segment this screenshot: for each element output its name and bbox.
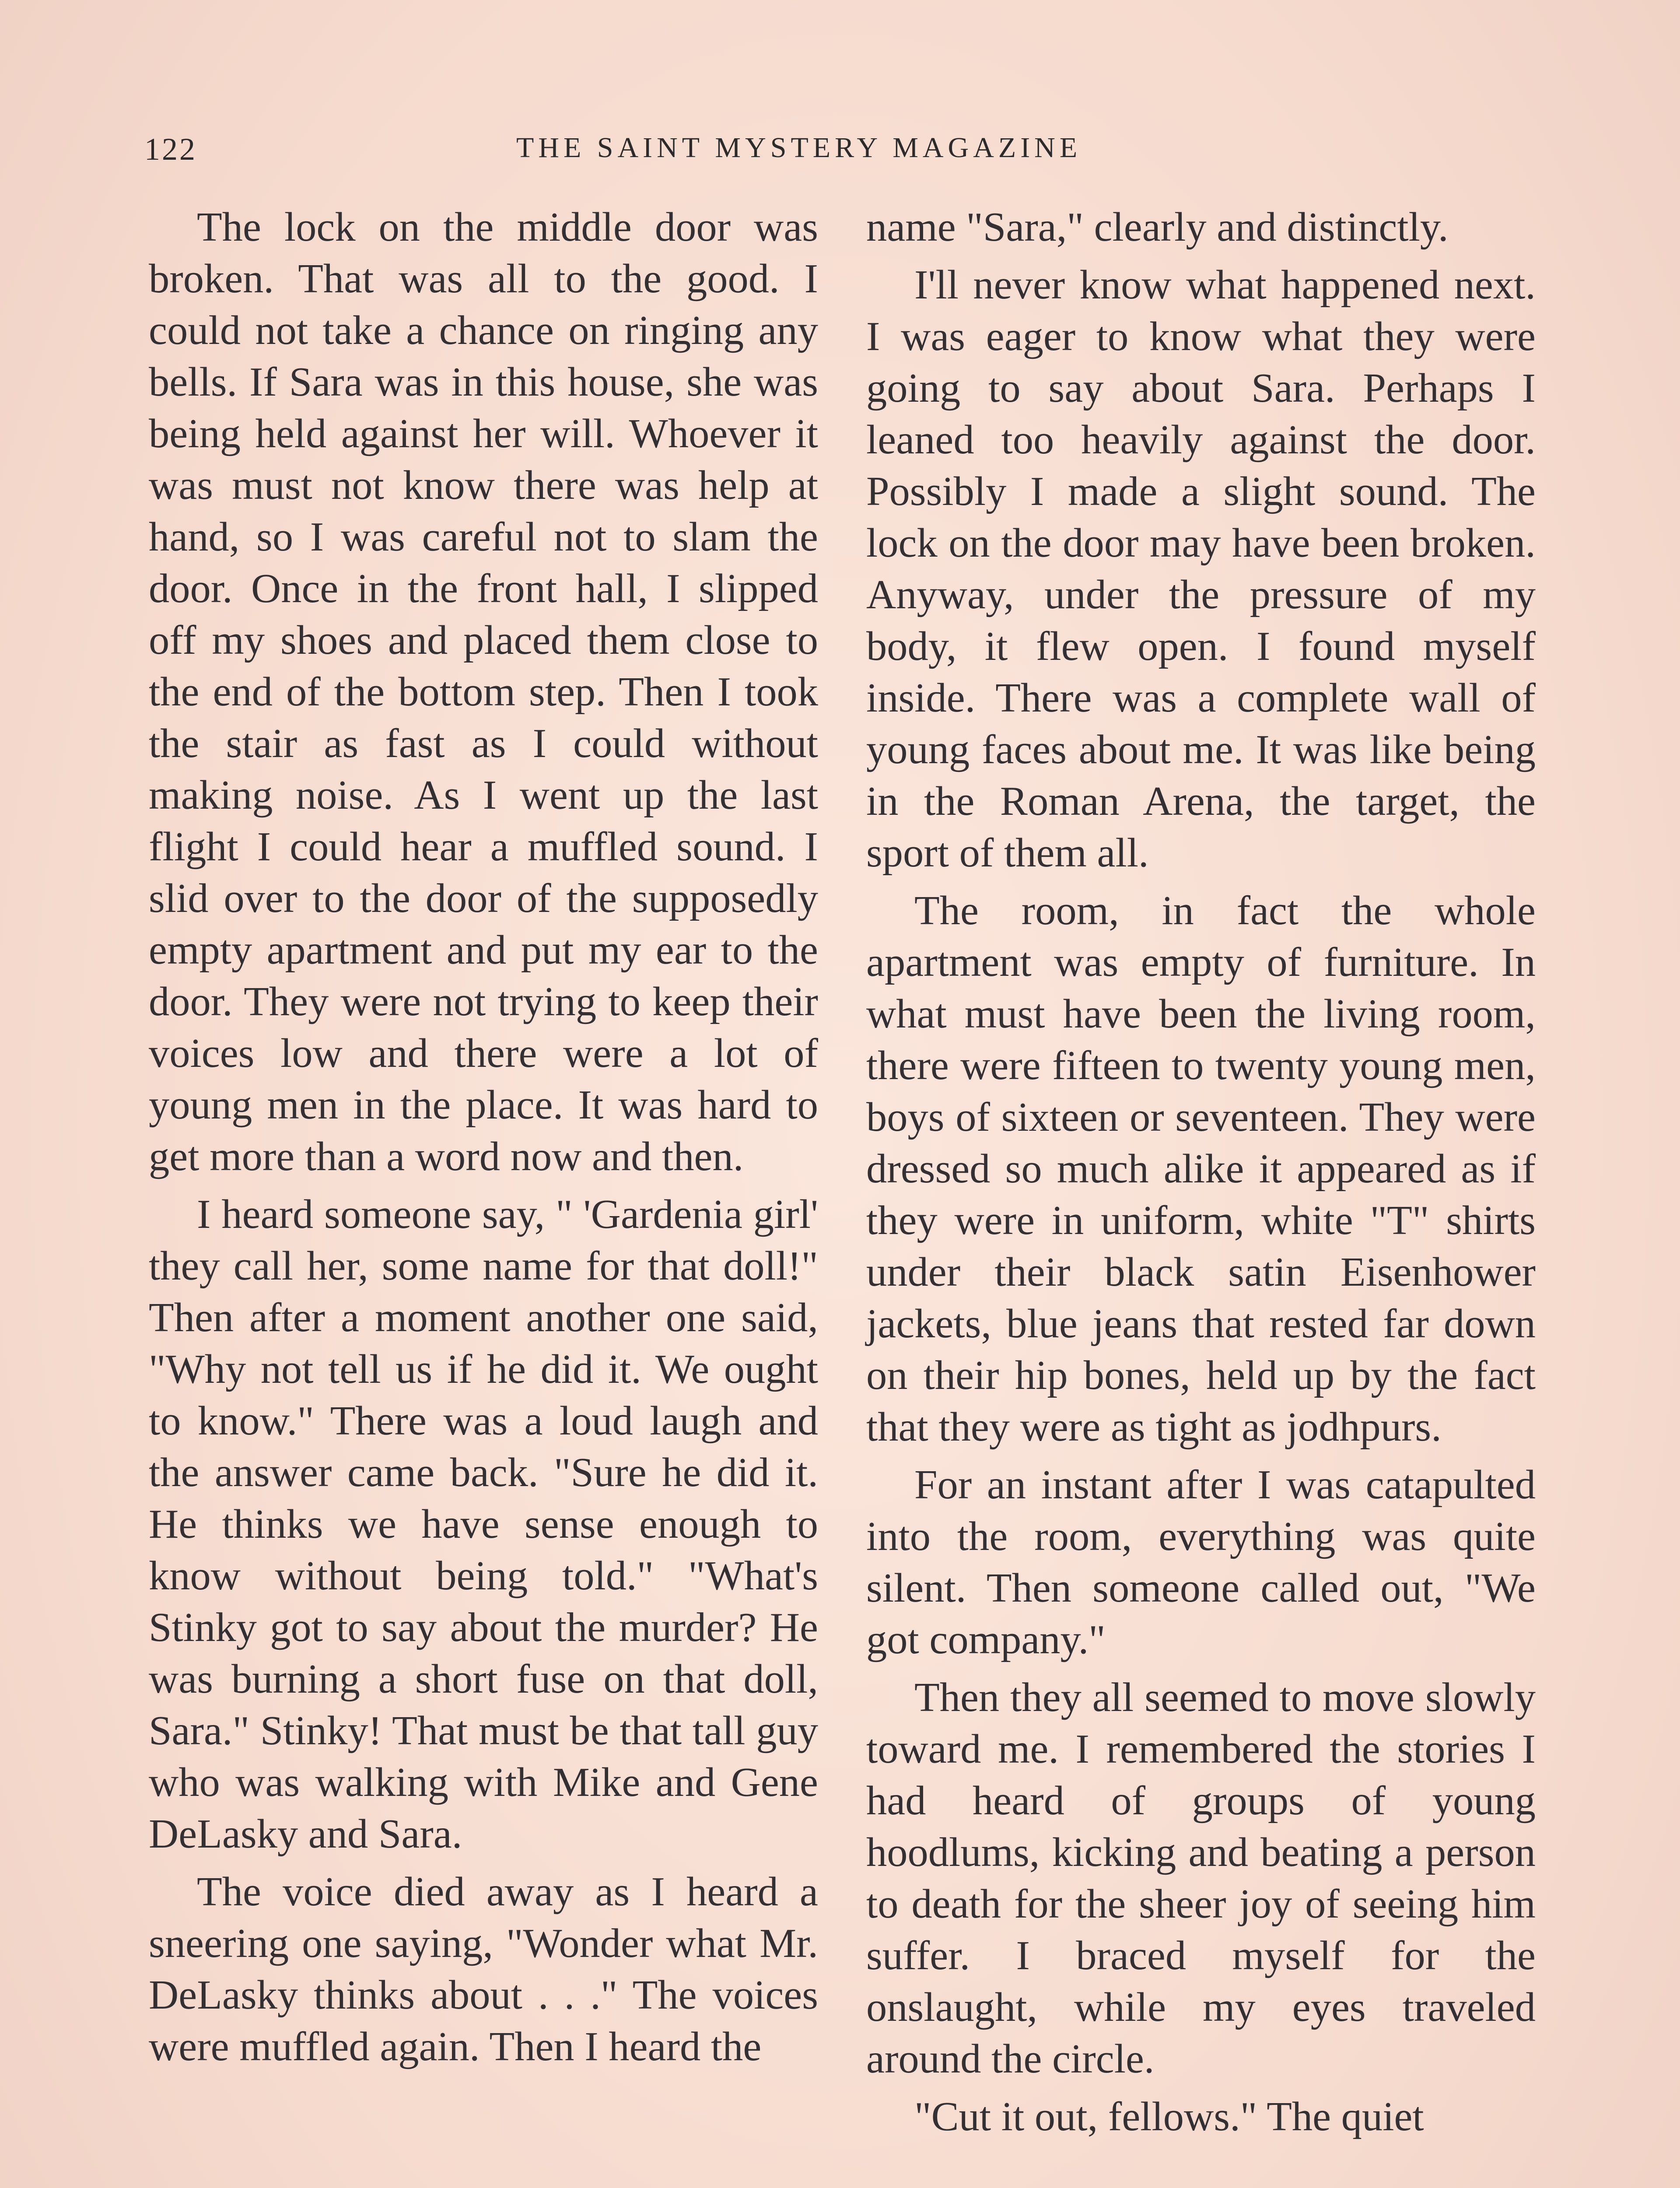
paragraph: The voice died away as I heard a sneering one saying, "Wonder what Mr. DeLasky thinks about . . ." The voices were muffled again. Then I heard the — [149, 1869, 818, 2069]
paragraph-continuation: name "Sara," clearly and distinctly. — [866, 204, 1449, 250]
paragraph: Then they all seemed to move slowly toward me. I remembered the stories I had heard of groups of young hoodlums, kicking and beating a person to death for the sheer joy of seeing him suffer. I braced myself for the onslaught, while my eyes traveled around the circle. — [866, 1675, 1536, 2082]
page-number: 122 — [144, 132, 197, 167]
paragraph: The lock on the middle door was broken. That was all to the good. I could not take a chance on ringing any bells. If Sara was in this house, she was being held against her will. Whoever it was must not know there was help at hand, so I was careful not to slam the door. Once in the front hall, I slipped off my shoes and placed them close to the end of the bottom step. Then I took the stair as fast as I could without making noise. As I went up the last flight I could hear a muffled sound. I slid over to the door of the supposedly empty apartment and put my ear to the door. They were not trying to keep their voices low and there were a lot of young men in the place. It was hard to get more than a word now and then. — [149, 204, 818, 1179]
paragraph: I'll never know what happened next. I was eager to know what they were going to say about Sara. Perhaps I leaned too heavily against the door. Possibly I made a slight sound. The lock on the door may have been broken. Anyway, under the pressure of my body, it flew open. I found myself inside. There was a complete wall of young faces about me. It was like being in the Roman Arena, the target, the sport of them all. — [866, 262, 1536, 876]
magazine-title: THE SAINT MYSTERY MAGAZINE — [516, 132, 1082, 164]
right-column — [866, 201, 1536, 2149]
running-head — [144, 127, 1544, 175]
paragraph: "Cut it out, fellows." The quiet — [914, 2094, 1424, 2139]
paragraph: I heard someone say, " 'Gardenia girl' they call her, some name for that doll!" Then after a moment another one said, "Why not tell us if he did it. We ought to know." There was a loud laugh and the answer came back. "Sure he did it. He thinks we have sense enough to know without being told." "What's Stinky got to say about the murder? He was burning a short fuse on that doll, Sara." Stinky! That must be that tall guy who was walking with Mike and Gene DeLasky and Sara. — [149, 1192, 818, 1857]
left-column — [149, 201, 818, 2079]
paragraph: For an instant after I was catapulted into the room, everything was quite silent. Then someone called out, "We got company." — [866, 1462, 1536, 1662]
paragraph: The room, in fact the whole apartment was empty of furniture. In what must have been the living room, there were fifteen to twenty young men, boys of sixteen or seventeen. They were dressed so much alike it appeared as if they were in uniform, white "T" shirts under their black satin Eisenhower jackets, blue jeans that rested far down on their hip bones, held up by the fact that they were as tight as jodhpurs. — [866, 888, 1536, 1450]
